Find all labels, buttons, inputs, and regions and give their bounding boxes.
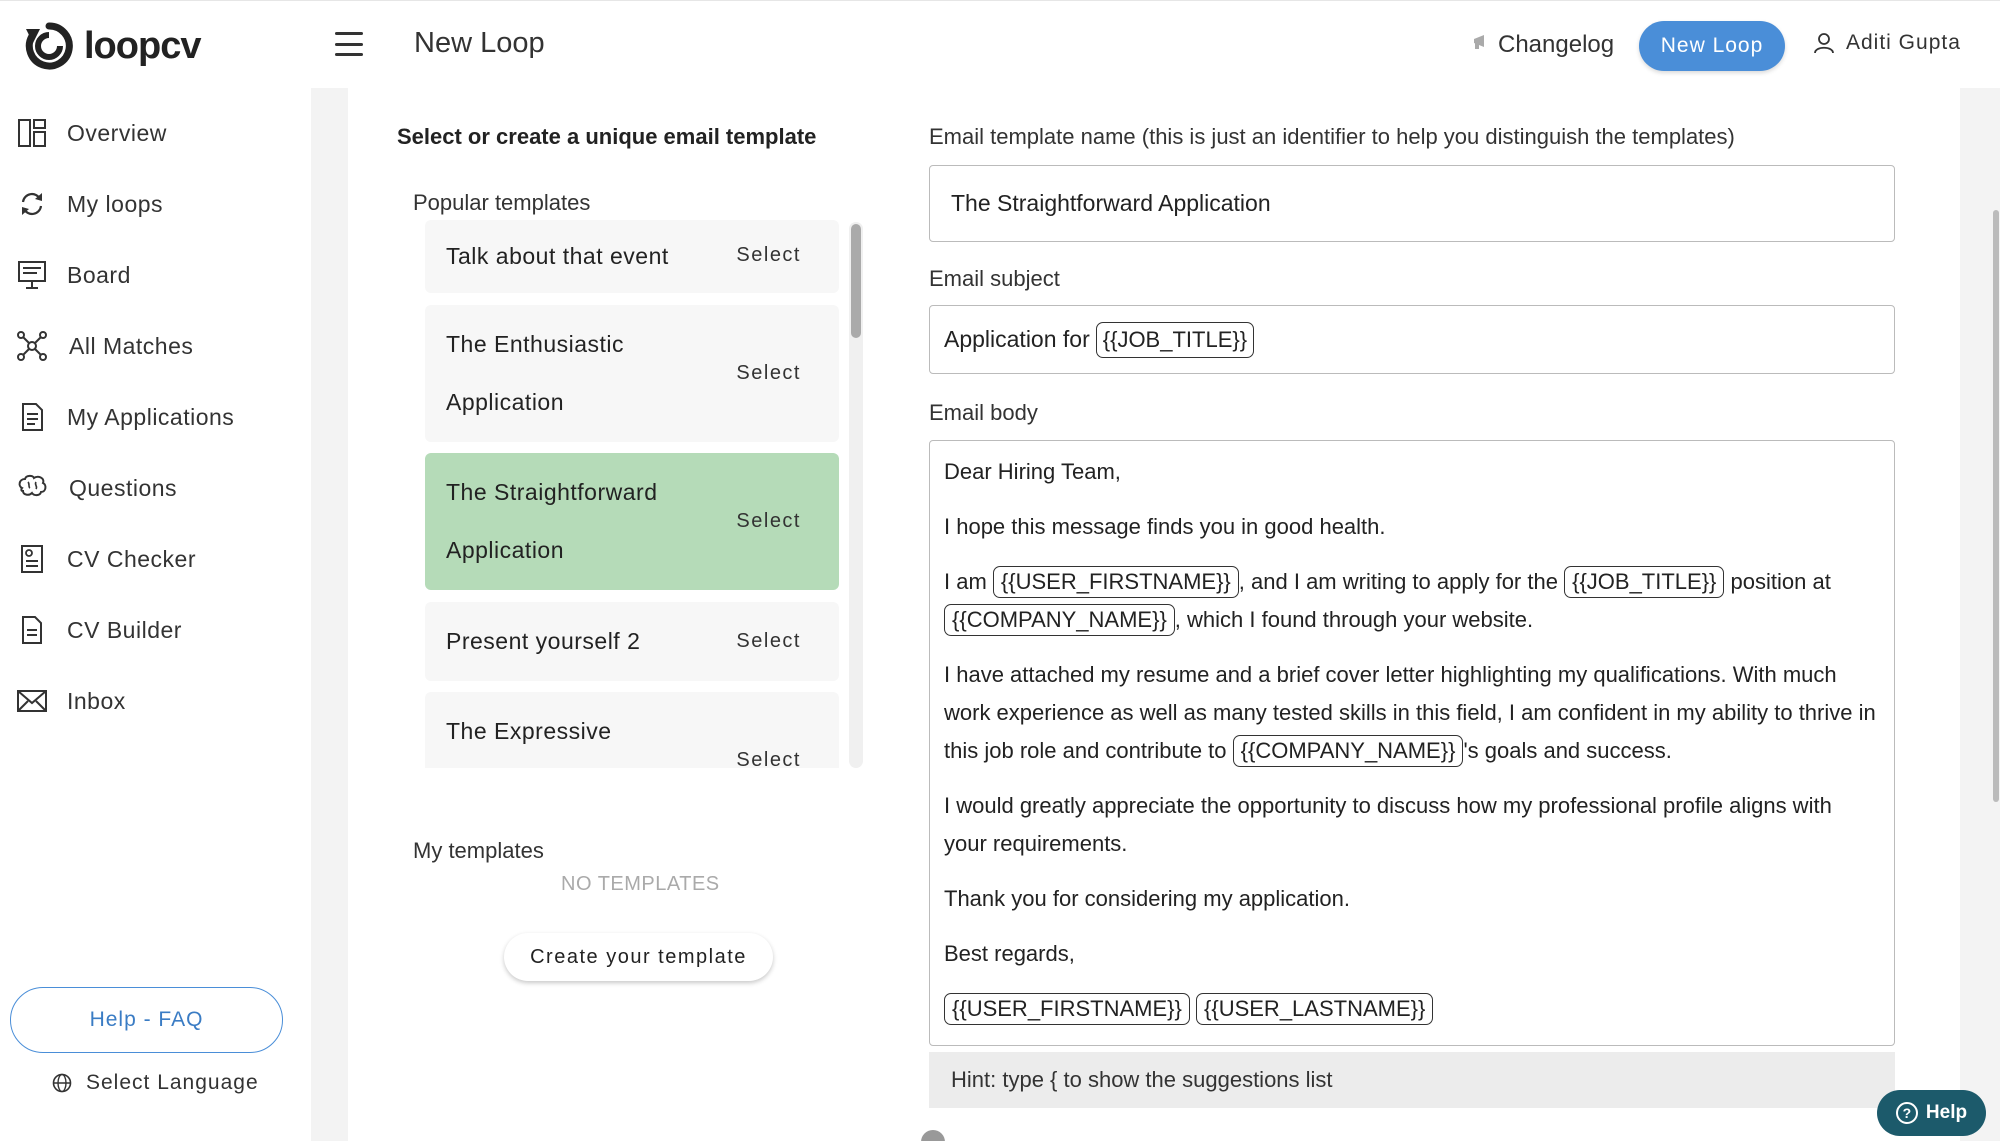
subject-prefix: Application for (944, 326, 1090, 352)
variable-tag[interactable]: {{USER_FIRSTNAME}} (993, 566, 1239, 598)
network-icon (15, 329, 49, 363)
help-widget-button[interactable] (1877, 1090, 1986, 1136)
body-paragraph: Best regards, (944, 941, 1075, 966)
variable-tag[interactable]: {{JOB_TITLE}} (1096, 322, 1254, 358)
template-name: The Enthusiastic Application (446, 331, 625, 415)
template-item[interactable] (425, 692, 839, 768)
popular-templates-list[interactable] (425, 220, 839, 768)
body-paragraph: Thank you for considering my application. (944, 886, 1350, 911)
email-subject-input[interactable] (929, 305, 1895, 374)
globe-icon (52, 1073, 72, 1093)
sidebar-item-label: Inbox (67, 687, 126, 714)
user-icon (1812, 31, 1836, 55)
user-name: Aditi Gupta (1846, 31, 1961, 54)
body-text: position at (1730, 569, 1831, 594)
template-name-input[interactable] (929, 165, 1895, 242)
user-menu[interactable] (1812, 31, 1961, 55)
popular-templates-label: Popular templates (413, 190, 591, 215)
email-body-editor[interactable] (929, 440, 1895, 1046)
sidebar-item-label: CV Builder (67, 616, 182, 643)
help-faq-button[interactable]: Help - FAQ (10, 987, 283, 1053)
cv-build-icon (15, 613, 49, 647)
select-language[interactable] (52, 1071, 259, 1095)
sidebar-item-questions[interactable] (15, 468, 177, 508)
variable-tag[interactable]: {{COMPANY_NAME}} (944, 604, 1175, 636)
mail-icon (15, 684, 49, 718)
changelog-link[interactable] (1472, 31, 1614, 59)
body-text: I am (944, 569, 987, 594)
template-name: Talk about that event (446, 243, 669, 269)
sidebar-item-label: My loops (67, 190, 164, 217)
body-paragraph: Dear Hiring Team, (944, 459, 1121, 484)
body-signature (944, 990, 1880, 1028)
sidebar-item-label: CV Checker (67, 545, 196, 572)
hint-bar: Hint: type { to show the suggestions list (929, 1052, 1895, 1108)
body-text: , which I found through your website. (1174, 607, 1534, 632)
logo[interactable] (24, 21, 200, 71)
cv-check-icon (15, 542, 49, 576)
new-loop-button[interactable]: New Loop (1639, 21, 1785, 71)
sidebar-item-label: Board (67, 261, 131, 288)
templates-scrollbar-thumb[interactable] (851, 224, 861, 338)
help-widget-label: Help (1925, 1102, 1968, 1123)
megaphone-icon (1472, 32, 1494, 58)
template-name: Present yourself 2 (446, 628, 641, 654)
variable-tag[interactable]: {{COMPANY_NAME}} (1233, 735, 1464, 767)
top-bar (0, 0, 2000, 88)
sidebar-item-overview[interactable] (15, 113, 167, 153)
email-subject-label: Email subject (929, 266, 1060, 291)
template-select-button[interactable]: Select (736, 630, 801, 652)
variable-tag[interactable]: {{USER_FIRSTNAME}} (944, 993, 1190, 1025)
sidebar-item-board[interactable] (15, 255, 131, 295)
sidebar-item-label: All Matches (69, 332, 194, 359)
variable-tag[interactable]: {{JOB_TITLE}} (1564, 566, 1724, 598)
sidebar-item-my-loops[interactable] (15, 184, 163, 224)
sidebar-item-inbox[interactable] (15, 681, 126, 721)
board-icon (15, 258, 49, 292)
body-paragraph: I hope this message finds you in good health. (944, 514, 1386, 539)
my-templates-label: My templates (413, 838, 544, 863)
create-template-button[interactable]: Create your template (504, 933, 773, 981)
template-item[interactable] (425, 305, 839, 442)
body-text: I have attached my resume and a brief cover letter highlighting my qualifications. With much work experience as well as many tested skills in this field, I am confident in my ability to thrive in this job role and contribute to (944, 662, 1876, 763)
sidebar-item-all-matches[interactable] (15, 326, 193, 366)
template-item[interactable] (425, 602, 839, 681)
template-name: The Expressive (446, 718, 612, 744)
page-scrollbar[interactable] (1993, 210, 1999, 802)
overview-icon (15, 116, 49, 150)
body-paragraph (944, 563, 1880, 639)
email-body-label: Email body (929, 400, 1038, 425)
brain-icon (15, 471, 49, 505)
body-text: , and I am writing to apply for the (1238, 569, 1558, 594)
templates-section-title: Select or create a unique email template (397, 124, 817, 149)
sidebar-item-label: My Applications (67, 403, 235, 430)
body-paragraph (944, 656, 1880, 770)
template-name-label: Email template name (this is just an identifier to help you distinguish the templates) (929, 124, 1735, 149)
loop-logo-icon (24, 21, 74, 71)
variable-tag[interactable]: {{USER_LASTNAME}} (1196, 993, 1433, 1025)
sidebar-item-my-applications[interactable] (15, 397, 234, 437)
template-select-button[interactable]: Select (736, 362, 801, 384)
page-title: New Loop (414, 27, 545, 59)
loop-icon (15, 187, 49, 221)
template-name-value: The Straightforward Application (951, 190, 1271, 216)
question-icon: ? (1896, 1102, 1918, 1124)
template-item-selected[interactable] (425, 453, 839, 590)
template-item[interactable] (425, 220, 839, 293)
menu-toggle-icon[interactable] (335, 32, 363, 56)
sidebar (0, 88, 311, 1141)
sidebar-item-cv-checker[interactable] (15, 539, 196, 579)
sidebar-item-label: Questions (69, 474, 178, 501)
template-select-button[interactable]: Select (736, 244, 801, 266)
document-icon (15, 400, 49, 434)
template-select-button[interactable]: Select (736, 510, 801, 532)
template-select-button[interactable]: Select (736, 749, 801, 768)
sidebar-item-label: Overview (67, 119, 167, 146)
template-name: The Straightforward Application (446, 479, 658, 563)
body-text: 's goals and success. (1463, 738, 1672, 763)
sidebar-item-cv-builder[interactable] (15, 610, 182, 650)
no-templates-text: NO TEMPLATES (561, 873, 720, 895)
body-paragraph: I would greatly appreciate the opportunity to discuss how my professional profile aligns with your requirements. (944, 793, 1832, 856)
select-language-label: Select Language (86, 1071, 259, 1094)
changelog-label: Changelog (1498, 31, 1615, 58)
logo-text: loopcv (84, 24, 201, 67)
